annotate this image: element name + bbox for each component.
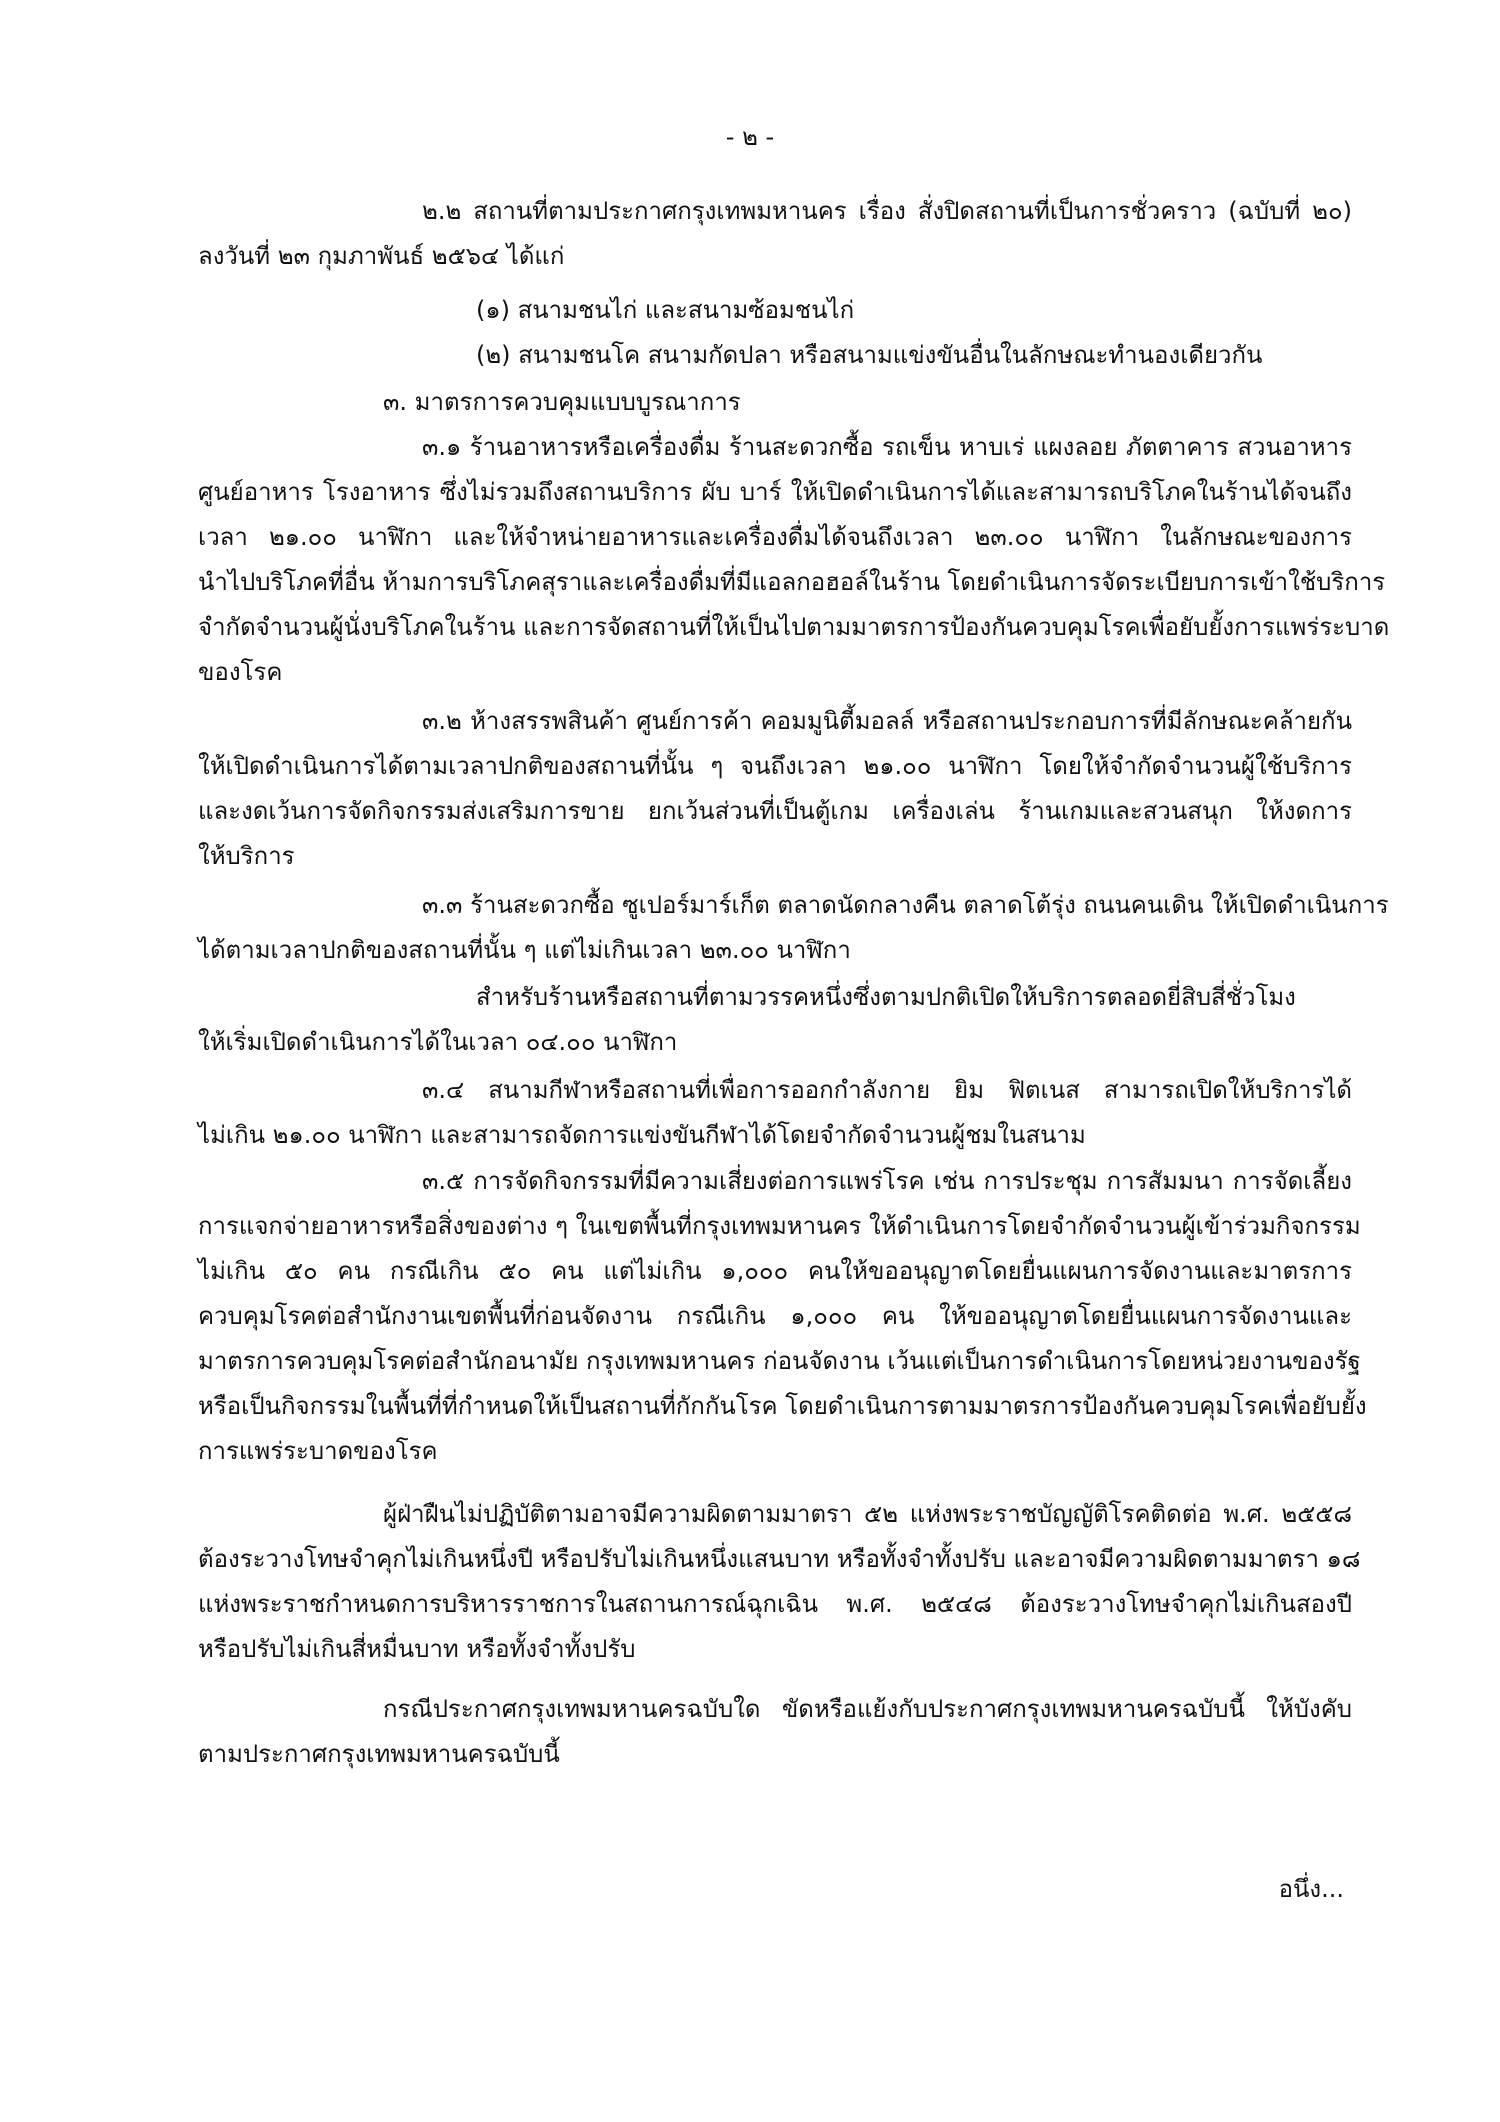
line: ๓.๓ ร้านสะดวกซื้อ ซูเปอร์มาร์เก็ต ตลาดนัดกลางคืน ตลาดโต้รุ่ง ถนนคนเดิน ให้เปิดดำเนินการ	[422, 891, 1389, 919]
line: ๓.๔ สนามกีฬาหรือสถานที่เพื่อการออกกำลังกาย ยิม ฟิตเนส สามารถเปิดให้บริการได้	[422, 1076, 1352, 1104]
line: ของโรค	[198, 658, 283, 686]
line: ๒.๒ สถานที่ตามประกาศกรุงเทพมหานคร เรื่อง สั่งปิดสถานที่เป็นการชั่วคราว (ฉบับที่ ๒๐)	[422, 197, 1352, 225]
line: ไม่เกิน ๒๑.๐๐ นาฬิกา และสามารถจัดการแข่งขันกีฬาได้โดยจำกัดจำนวนผู้ชมในสนาม	[198, 1121, 1086, 1149]
line: ให้บริการ	[198, 842, 295, 870]
line: (๑) สนามชนไก่ และสนามซ้อมชนไก่	[476, 296, 855, 324]
line: ศูนย์อาหาร โรงอาหาร ซึ่งไม่รวมถึงสถานบริการ ผับ บาร์ ให้เปิดดำเนินการได้และสามารถบริโภคในร้านได้จนถึง	[198, 478, 1352, 506]
line: การแพร่ระบาดของโรค	[198, 1437, 438, 1465]
line: ควบคุมโรคต่อสำนักงานเขตพื้นที่ก่อนจัดงาน กรณีเกิน ๑,๐๐๐ คน ให้ขออนุญาตโดยยื่นแผนการจัดงานและ	[198, 1302, 1352, 1330]
line: ได้ตามเวลาปกติของสถานที่นั้น ๆ แต่ไม่เกินเวลา ๒๓.๐๐ นาฬิกา	[198, 936, 851, 964]
line: จำกัดจำนวนผู้นั่งบริโภคในร้าน และการจัดสถานที่ให้เป็นไปตามมาตรการป้องกันควบคุมโรคเพื่อยับยั้งการแพร่ระบาด	[198, 613, 1390, 641]
line: ต้องระวางโทษจำคุกไม่เกินหนึ่งปี หรือปรับไม่เกินหนึ่งแสนบาท หรือทั้งจำทั้งปรับ และอาจมีความผิดตามมาตรา ๑๘	[198, 1545, 1361, 1573]
line: หรือปรับไม่เกินสี่หมื่นบาท หรือทั้งจำทั้งปรับ	[198, 1635, 636, 1663]
line: สำหรับร้านหรือสถานที่ตามวรรคหนึ่งซึ่งตามปกติเปิดให้บริการตลอดยี่สิบสี่ชั่วโมง	[476, 983, 1296, 1011]
line: ไม่เกิน ๕๐ คน กรณีเกิน ๕๐ คน แต่ไม่เกิน ๑,๐๐๐ คนให้ขออนุญาตโดยยื่นแผนการจัดงานและมาตรการ	[198, 1257, 1352, 1285]
line: ๓.๕ การจัดกิจกรรมที่มีความเสี่ยงต่อการแพร่โรค เช่น การประชุม การสัมมนา การจัดเลี้ยง	[422, 1167, 1352, 1195]
line: (๒) สนามชนโค สนามกัดปลา หรือสนามแข่งขันอื่นในลักษณะทำนองเดียวกัน	[476, 341, 1263, 369]
line: ๓.๑ ร้านอาหารหรือเครื่องดื่ม ร้านสะดวกซื้อ รถเข็น หาบเร่ แผงลอย ภัตตาคาร สวนอาหาร	[422, 433, 1352, 461]
line: หรือเป็นกิจกรรมในพื้นที่ที่กำหนดให้เป็นสถานที่กักกันโรค โดยดำเนินการตามมาตรการป้องกันควบคุมโรคเพื่อยับยั้ง	[198, 1392, 1367, 1420]
page-number: - ๒ -	[725, 123, 775, 151]
continuation-text: อนึ่ง...	[1278, 1875, 1344, 1903]
line: ให้เปิดดำเนินการได้ตามเวลาปกติของสถานที่นั้น ๆ จนถึงเวลา ๒๑.๐๐ นาฬิกา โดยให้จำกัดจำนวนผู้ใช้บริการ	[198, 752, 1352, 780]
line: ลงวันที่ ๒๓ กุมภาพันธ์ ๒๕๖๔ ได้แก่	[198, 242, 565, 270]
line: เวลา ๒๑.๐๐ นาฬิกา และให้จำหน่ายอาหารและเครื่องดื่มได้จนถึงเวลา ๒๓.๐๐ นาฬิกา ในลักษณะของการ	[198, 523, 1352, 551]
line: แห่งพระราชกำหนดการบริหารราชการในสถานการณ์ฉุกเฉิน พ.ศ. ๒๕๔๘ ต้องระวางโทษจำคุกไม่เกินสองปี	[198, 1590, 1352, 1618]
line: ให้เริ่มเปิดดำเนินการได้ในเวลา ๐๔.๐๐ นาฬิกา	[198, 1028, 678, 1056]
line: ๓. มาตรการควบคุมแบบบูรณาการ	[383, 388, 741, 416]
line: ๓.๒ ห้างสรรพสินค้า ศูนย์การค้า คอมมูนิตี้มอลล์ หรือสถานประกอบการที่มีลักษณะคล้ายกัน	[422, 707, 1352, 735]
line: มาตรการควบคุมโรคต่อสำนักอนามัย กรุงเทพมหานคร ก่อนจัดงาน เว้นแต่เป็นการดำเนินการโดยหน่วยงานของรัฐ	[198, 1347, 1361, 1375]
line: การแจกจ่ายอาหารหรือสิ่งของต่าง ๆ ในเขตพื้นที่กรุงเทพมหานคร ให้ดำเนินการโดยจำกัดจำนวนผู้เข้าร่วมกิจกรรม	[198, 1212, 1361, 1240]
line: ตามประกาศกรุงเทพมหานครฉบับนี้	[198, 1740, 560, 1768]
line: ผู้ฝ่าฝืนไม่ปฏิบัติตามอาจมีความผิดตามมาตรา ๕๒ แห่งพระราชบัญญัติโรคติดต่อ พ.ศ. ๒๕๕๘	[383, 1500, 1352, 1528]
line: กรณีประกาศกรุงเทพมหานครฉบับใด ขัดหรือแย้งกับประกาศกรุงเทพมหานครฉบับนี้ ให้บังคับ	[383, 1695, 1352, 1723]
line: นำไปบริโภคที่อื่น ห้ามการบริโภคสุราและเครื่องดื่มที่มีแอลกอฮอล์ในร้าน โดยดำเนินการจัดระเบียบการเข้าใช้บริการ	[198, 568, 1386, 596]
line: และงดเว้นการจัดกิจกรรมส่งเสริมการขาย ยกเว้นส่วนที่เป็นตู้เกม เครื่องเล่น ร้านเกมและสวนสนุก ให้งดการ	[198, 797, 1352, 825]
